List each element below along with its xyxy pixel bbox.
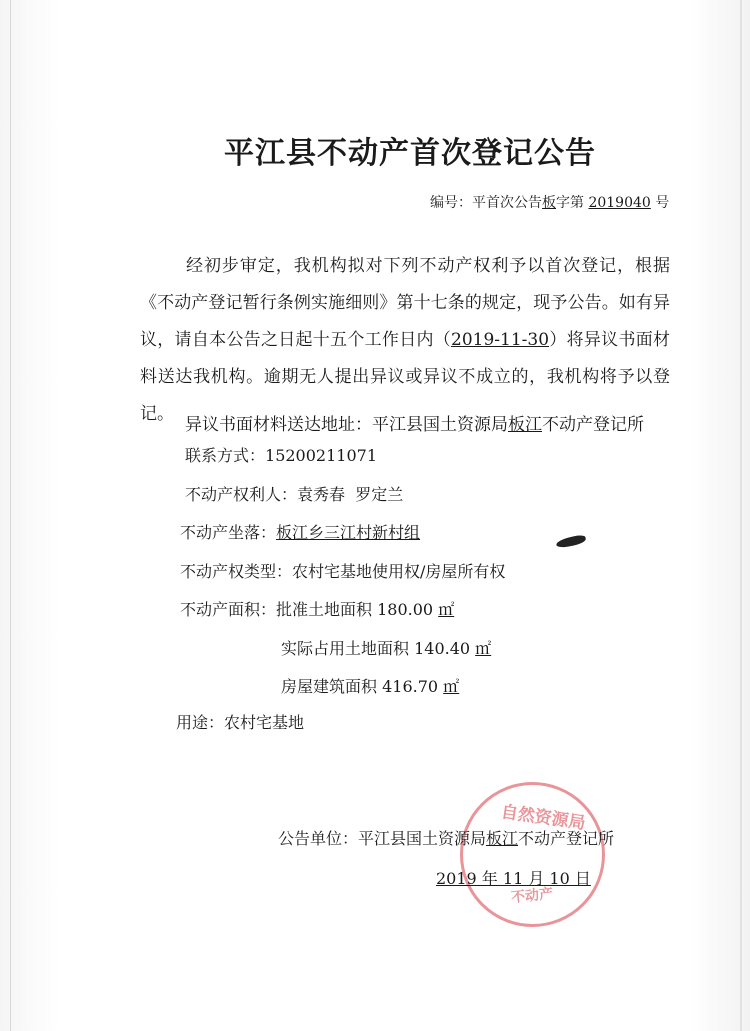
issuer-underlined: 板江 — [486, 829, 519, 848]
serial-prefix: 编号：平首次公告 — [430, 195, 542, 211]
right-type-value: 农村宅基地使用权/房屋所有权 — [292, 562, 506, 581]
seal-text-bottom: 不动产 — [510, 885, 554, 907]
issuer-label: 公告单位： — [278, 829, 359, 848]
objection-deadline: 2019-11-30 — [451, 330, 550, 350]
area-building-label: 房屋建筑面积 — [281, 677, 383, 696]
location-label: 不动产坐落： — [180, 523, 277, 542]
objection-address-label: 异议书面材料送达地址： — [185, 415, 372, 435]
area-approved-label: 批准土地面积 — [276, 600, 378, 619]
area-building-line — [281, 674, 459, 697]
location-value: 板江乡三江村新村组 — [276, 523, 421, 542]
serial-char: 板 — [542, 195, 556, 211]
area-actual-label: 实际占用土地面积 — [281, 639, 415, 658]
issuer-suffix: 不动产登记所 — [518, 829, 615, 848]
use-label: 用途： — [176, 713, 225, 732]
right-type-line — [180, 559, 505, 582]
objection-address-suffix: 不动产登记所 — [542, 415, 644, 435]
holder-label: 不动产权利人： — [185, 485, 298, 504]
body-part2: ）将异议书面材料送达我机构。逾期无人提出异议或异议不成立的，我机构将予以登记。 — [140, 330, 671, 424]
location-line — [180, 520, 420, 543]
announcement-body — [140, 248, 670, 433]
area-actual-line — [281, 636, 491, 659]
area-label: 不动产面积： — [180, 600, 277, 619]
right-type-label: 不动产权类型： — [180, 562, 293, 581]
issue-date: 2019 年 11 月 10 日 — [436, 869, 591, 888]
area-building-unit: ㎡ — [443, 677, 460, 696]
ink-smudge — [555, 534, 586, 549]
objection-address-prefix: 平江县国土资源局 — [372, 415, 508, 435]
issuer-line — [278, 826, 614, 849]
area-actual-value: 140.40 — [414, 639, 471, 658]
contact-label: 联系方式： — [185, 446, 266, 465]
area-actual-unit: ㎡ — [475, 639, 492, 658]
objection-address-underlined: 板江 — [508, 415, 542, 435]
area-approved-unit: ㎡ — [438, 600, 455, 619]
issuer-prefix: 平江县国土资源局 — [358, 829, 487, 848]
objection-address-line — [185, 410, 644, 435]
serial-suffix: 号 — [650, 195, 670, 211]
holder-line — [185, 482, 403, 505]
serial-number-line — [430, 192, 669, 212]
area-building-value: 416.70 — [382, 677, 439, 696]
contact-line — [185, 443, 377, 466]
use-value: 农村宅基地 — [224, 713, 305, 732]
contact-phone: 15200211071 — [265, 446, 377, 465]
area-approved-value: 180.00 — [377, 600, 434, 619]
official-seal — [460, 782, 605, 927]
use-line — [176, 710, 304, 733]
document-title: 平江县不动产首次登记公告 — [224, 136, 596, 171]
seal-text-top: 自然资源局 — [499, 802, 587, 834]
holder-names: 袁秀春 罗定兰 — [297, 485, 404, 504]
area-approved-line — [180, 597, 454, 620]
serial-mid: 字第 — [556, 195, 589, 211]
body-part1: 经初步审定，我机构拟对下列不动产权利予以首次登记，根据《不动产登记暂行条例实施细则》第十七条的规定，现予公告。如有异议，请自本公告之日起十五个工作日内（ — [140, 256, 670, 350]
serial-number: 2019040 — [588, 195, 651, 211]
